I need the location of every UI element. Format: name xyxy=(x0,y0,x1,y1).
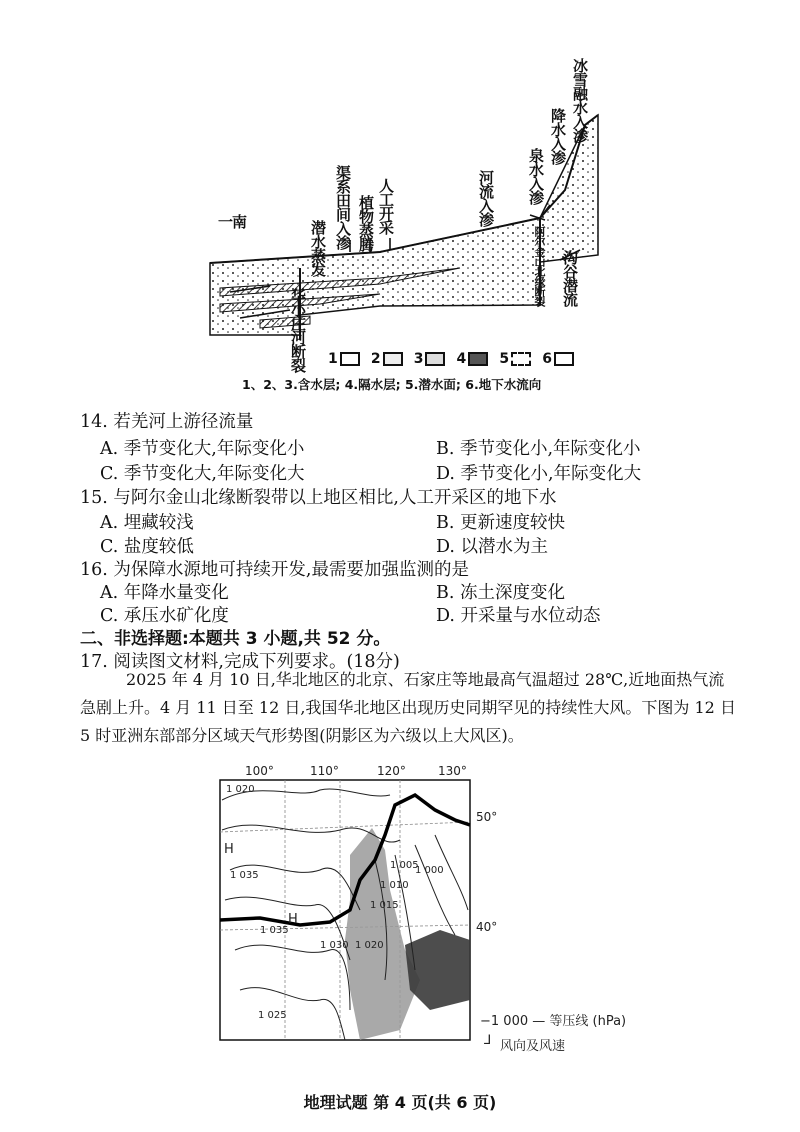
isobar-label: 1 025 xyxy=(258,1010,287,1021)
question-14-stem: 14. 若羌河上游径流量 xyxy=(80,412,254,432)
page-footer: 地理试题 第 4 页(共 6 页) xyxy=(303,1093,497,1112)
high-pressure-center: H xyxy=(288,912,298,927)
isobar-label: 1 030 xyxy=(320,940,349,951)
label-altun-fault: 阿尔金山北缘断裂 xyxy=(533,226,546,306)
groundwater-cross-section xyxy=(200,30,620,390)
question-17-material: 2025 年 4 月 10 日,华北地区的北京、石家庄等地最高气温超过 28℃,近地面热气流急剧上升。4 月 11 日至 12 日,我国华北地区出现历史同期罕见的持续性大风。下图为 12 日 5 时亚洲东部部分区域天气形势图(阴影区为六级以上大风区)。 xyxy=(80,670,736,745)
cross-section-drawing xyxy=(200,30,620,370)
lon-label-100: 100° xyxy=(245,764,274,778)
legend-item-4: 4 xyxy=(456,351,467,367)
isobar-label: 1 035 xyxy=(260,925,289,936)
q16-option-c[interactable]: C. 承压水矿化度 xyxy=(100,606,229,626)
legend-item-3: 3 xyxy=(413,351,424,367)
q14-option-a[interactable]: A. 季节变化大,年际变化小 xyxy=(100,439,305,459)
high-pressure-center: H xyxy=(224,842,234,857)
lat-label-50: 50° xyxy=(476,810,498,824)
map-legend-isobar: −1 000 — 等压线 (hPa) xyxy=(480,1014,627,1029)
isobar-label: 1 010 xyxy=(380,880,409,891)
q15-option-b[interactable]: B. 更新速度较快 xyxy=(436,513,565,533)
wind-barb-icon: ⅃ xyxy=(484,1033,492,1048)
label-phreatic-evaporation: 潜水蒸发 xyxy=(309,220,327,276)
label-canal-infiltration: 渠系田间入渗 xyxy=(334,165,352,249)
q14-option-b[interactable]: B. 季节变化小,年际变化小 xyxy=(436,439,641,459)
label-artificial-extraction: 人工开采 xyxy=(377,178,395,234)
lon-label-120: 120° xyxy=(377,764,406,778)
legend-item-5: 5 xyxy=(499,351,510,367)
label-south: 一南 xyxy=(218,213,247,231)
q15-option-a[interactable]: A. 埋藏较浅 xyxy=(100,513,194,533)
label-river-infiltration: 河流入渗 xyxy=(477,170,495,226)
legend-item-6: 6 xyxy=(542,351,552,367)
label-spring-infiltration: 泉水入渗 xyxy=(527,148,545,204)
question-16-stem: 16. 为保障水源地可持续开发,最需要加强监测的是 xyxy=(80,560,469,580)
legend-item-1: 1 xyxy=(328,351,338,367)
label-plant-transpiration: 植物蒸腾 xyxy=(357,195,375,251)
section-2-heading: 二、非选择题:本题共 3 小题,共 52 分。 xyxy=(80,629,391,649)
label-huaxiaozhuang-fault: 华小庄河断裂 xyxy=(289,288,307,372)
label-snowmelt-infiltration: 冰雪融水入渗 xyxy=(571,58,589,142)
q15-option-d[interactable]: D. 以潜水为主 xyxy=(436,537,549,557)
label-precip-infiltration: 降水入渗 xyxy=(549,108,567,164)
isobar-label: 1 020 xyxy=(226,784,255,795)
map-legend-wind-label: 风向及风速 xyxy=(500,1039,566,1054)
diagram-legend-caption: 1、2、3.含水层; 4.隔水层; 5.潜水面; 6.地下水流向 xyxy=(242,377,542,392)
weather-map xyxy=(200,760,627,1060)
isobar-label: 1 005 xyxy=(390,860,419,871)
map-legend-wind xyxy=(484,1033,566,1054)
lat-label-40: 40° xyxy=(476,920,498,934)
isobar-label: 1 035 xyxy=(230,870,259,881)
diagram-legend xyxy=(328,348,580,367)
question-17-stem: 17. 阅读图文材料,完成下列要求。(18分) xyxy=(80,652,400,672)
label-valley-subflow: 沟谷潜流 xyxy=(561,250,579,306)
isobar-label: 1 000 xyxy=(415,865,444,876)
isobar-label: 1 020 xyxy=(355,940,384,951)
lon-label-130: 130° xyxy=(438,764,467,778)
q14-option-c[interactable]: C. 季节变化大,年际变化大 xyxy=(100,464,305,484)
isobar-label: 1 015 xyxy=(370,900,399,911)
legend-item-2: 2 xyxy=(370,351,381,367)
q16-option-d[interactable]: D. 开采量与水位动态 xyxy=(436,606,601,626)
lon-label-110: 110° xyxy=(310,764,339,778)
q15-option-c[interactable]: C. 盐度较低 xyxy=(100,537,194,557)
q14-option-d[interactable]: D. 季节变化小,年际变化大 xyxy=(436,464,642,484)
question-15-stem: 15. 与阿尔金山北缘断裂带以上地区相比,人工开采区的地下水 xyxy=(80,488,557,508)
q16-option-b[interactable]: B. 冻土深度变化 xyxy=(436,583,565,603)
q16-option-a[interactable]: A. 年降水量变化 xyxy=(100,583,229,603)
